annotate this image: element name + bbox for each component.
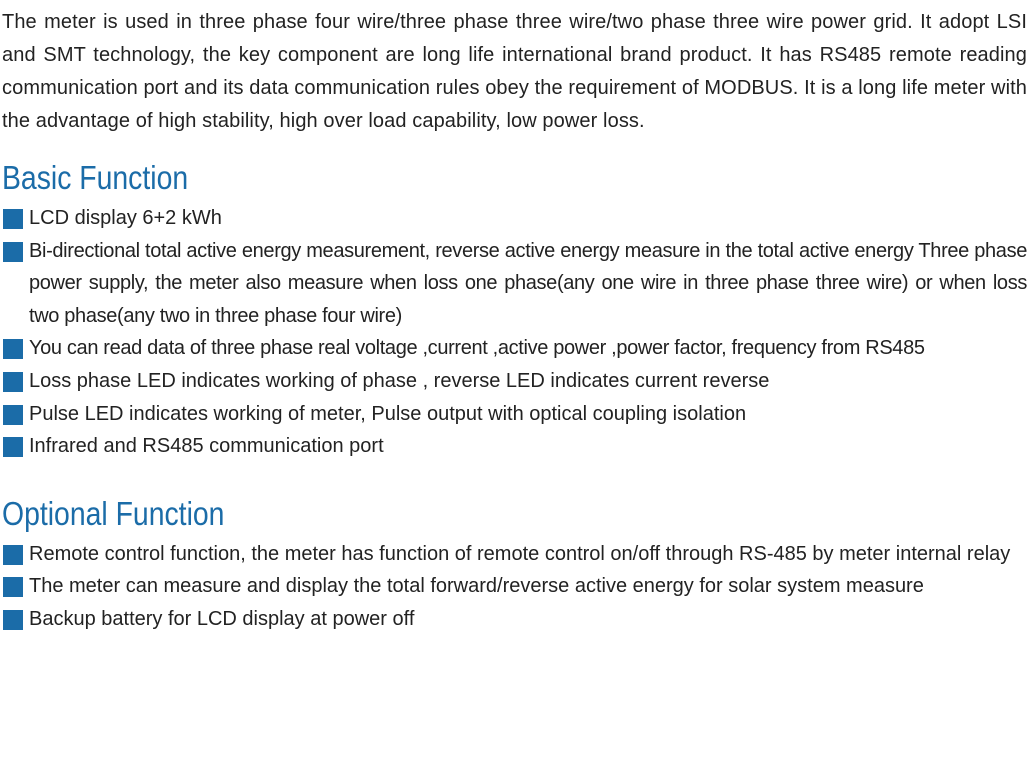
- square-bullet-icon: [3, 209, 23, 229]
- optional-function-list: [2, 538, 1027, 636]
- list-item: [2, 538, 1027, 571]
- square-bullet-icon: [3, 405, 23, 425]
- square-bullet-icon: [3, 610, 23, 630]
- list-item-text: You can read data of three phase real voltage ,current ,active power ,power factor, frequency from RS485: [29, 337, 925, 360]
- square-bullet-icon: [3, 339, 23, 359]
- list-item-text: Bi-directional total active energy measurement, reverse active energy measure in the total active energy Three phase power supply, the meter also measure when loss one phase(any one wire in three phase three wire) or when loss two phase(any two in three phase four wire): [29, 239, 1027, 327]
- square-bullet-icon: [3, 372, 23, 392]
- optional-function-heading: Optional Function: [2, 494, 225, 532]
- list-item: [2, 603, 1027, 636]
- list-item-text: LCD display 6+2 kWh: [29, 207, 222, 229]
- list-item-text: The meter can measure and display the total forward/reverse active energy for solar system measure: [29, 575, 924, 598]
- basic-function-list: [2, 202, 1027, 463]
- intro-paragraph: The meter is used in three phase four wire/three phase three wire/two phase three wire power grid. It adopt LSI and SMT technology, the key component are long life international brand product. It has RS485 remote reading communication port and its data communication rules obey the requirement of MODBUS. It is a long life meter with the advantage of high stability, high over load capability, low power loss.: [2, 11, 1027, 132]
- list-item-text: Infrared and RS485 communication port: [29, 435, 384, 458]
- list-item-text: Loss phase LED indicates working of phase , reverse LED indicates current reverse: [29, 369, 770, 392]
- list-item-text: Pulse LED indicates working of meter, Pulse output with optical coupling isolation: [29, 402, 747, 425]
- list-item: [2, 570, 1027, 603]
- list-item: [2, 332, 1027, 365]
- list-item: [2, 235, 1027, 333]
- square-bullet-icon: [3, 577, 23, 597]
- basic-function-heading: Basic Function: [2, 159, 189, 196]
- square-bullet-icon: [3, 437, 23, 457]
- list-item-text: Backup battery for LCD display at power off: [29, 607, 415, 630]
- square-bullet-icon: [3, 545, 23, 565]
- list-item: [2, 430, 1027, 463]
- square-bullet-icon: [3, 242, 23, 262]
- list-item: [2, 202, 1027, 235]
- list-item: [2, 365, 1027, 398]
- list-item: [2, 398, 1027, 431]
- list-item-text: Remote control function, the meter has function of remote control on/off through RS-485 by meter internal relay: [29, 542, 1011, 565]
